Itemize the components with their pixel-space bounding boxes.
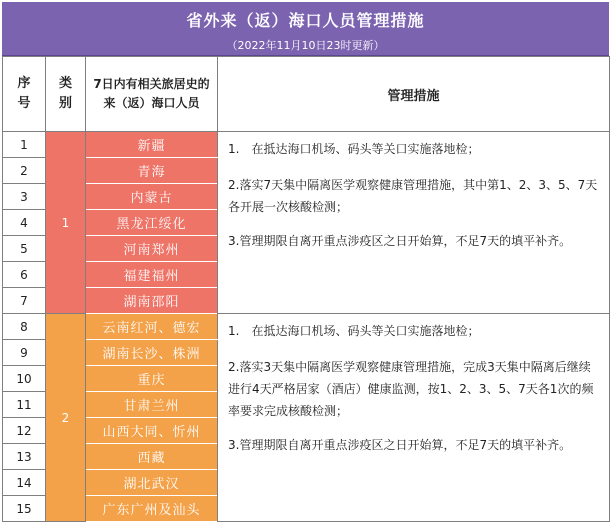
seq-cell: 1	[3, 132, 46, 158]
region-cell: 河南郑州	[86, 236, 218, 262]
paragraph-gap	[228, 160, 599, 174]
header-category-label: 类别	[58, 76, 72, 111]
category-cell: 2	[46, 314, 86, 522]
document-title: 省外来（返）海口人员管理措施	[186, 11, 425, 30]
measure-item: 3.管理期限自离开重点涉疫区之日开始算，不足7天的填平补齐。	[228, 438, 572, 452]
header-category	[46, 57, 86, 132]
region-cell: 广东广州及汕头	[86, 496, 218, 522]
seq-cell: 10	[3, 366, 46, 392]
seq-cell: 12	[3, 418, 46, 444]
region-cell: 重庆	[86, 366, 218, 392]
header-region	[86, 57, 218, 132]
measures-table	[2, 56, 610, 522]
region-cell: 黑龙江绥化	[86, 210, 218, 236]
seq-cell: 2	[3, 158, 46, 184]
table-row	[3, 314, 610, 340]
category-cell: 1	[46, 132, 86, 314]
paragraph-gap	[228, 422, 599, 434]
seq-cell: 7	[3, 288, 46, 314]
measures-cell	[218, 132, 610, 314]
seq-cell: 4	[3, 210, 46, 236]
region-cell: 西藏	[86, 444, 218, 470]
paragraph-gap	[228, 218, 599, 230]
measure-item: 2.落实3天集中隔离医学观察健康管理措施，完成3天集中隔离后继续进行4天严格居家（酒店）健康监测，按1、2、3、5、7天各1次的频率要求完成核酸检测；	[228, 360, 594, 418]
header-measures	[218, 57, 610, 132]
region-cell: 湖北武汉	[86, 470, 218, 496]
seq-cell: 8	[3, 314, 46, 340]
header-row	[3, 57, 610, 132]
seq-cell: 6	[3, 262, 46, 288]
seq-cell: 3	[3, 184, 46, 210]
seq-cell: 14	[3, 470, 46, 496]
seq-cell: 11	[3, 392, 46, 418]
region-cell: 云南红河、德宏	[86, 314, 218, 340]
paragraph-gap	[228, 342, 599, 356]
table-row	[3, 132, 610, 158]
region-cell: 青海	[86, 158, 218, 184]
region-cell: 新疆	[86, 132, 218, 158]
measure-item: 1. 在抵达海口机场、码头等关口实施落地检；	[228, 324, 480, 338]
region-cell: 甘肃兰州	[86, 392, 218, 418]
region-cell: 湖南长沙、株洲	[86, 340, 218, 366]
measure-item: 2.落实7天集中隔离医学观察健康管理措施，其中第1、2、3、5、7天各开展一次核酸检测；	[228, 178, 598, 214]
header-region-label: 7日内有相关旅居史的来（返）海口人员	[93, 77, 210, 110]
seq-cell: 9	[3, 340, 46, 366]
table-body	[3, 132, 610, 522]
title-banner	[2, 2, 609, 56]
measure-item: 3.管理期限自离开重点涉疫区之日开始算，不足7天的填平补齐。	[228, 234, 572, 248]
measures-cell	[218, 314, 610, 522]
seq-cell: 15	[3, 496, 46, 522]
region-cell: 湖南邵阳	[86, 288, 218, 314]
header-seq	[3, 57, 46, 132]
seq-cell: 13	[3, 444, 46, 470]
region-cell: 内蒙古	[86, 184, 218, 210]
region-cell: 福建福州	[86, 262, 218, 288]
update-note: （2022年11月10日23时更新）	[226, 39, 385, 52]
seq-cell: 5	[3, 236, 46, 262]
header-measures-label: 管理措施	[387, 88, 440, 104]
header-seq-label: 序号	[17, 76, 31, 111]
region-cell: 山西大同、忻州	[86, 418, 218, 444]
measure-item: 1. 在抵达海口机场、码头等关口实施落地检；	[228, 142, 480, 156]
